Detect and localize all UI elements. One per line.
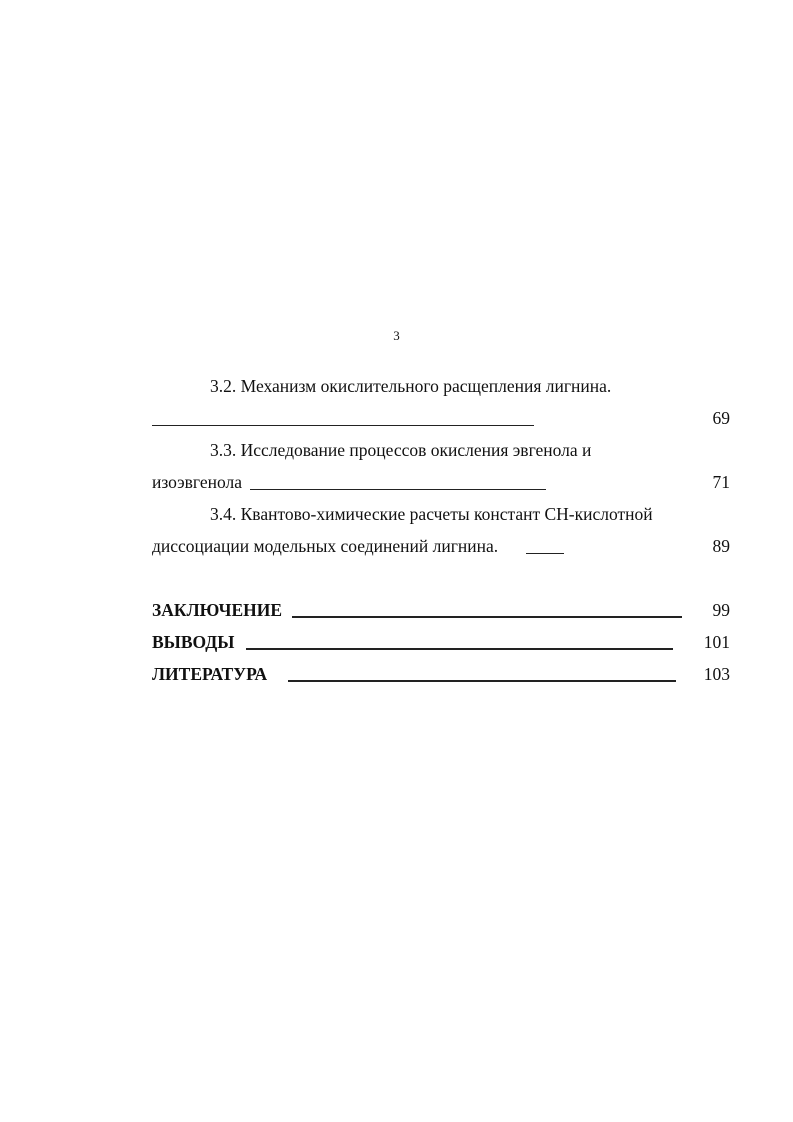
dot-leader bbox=[152, 425, 534, 426]
dot-leader bbox=[250, 489, 546, 490]
toc-entry-conclusion-title: ЗАКЛЮЧЕНИЕ bbox=[152, 600, 283, 620]
toc-entry-conclusion-page: 99 bbox=[712, 600, 730, 620]
page-number: 3 bbox=[393, 328, 400, 343]
dot-leader bbox=[292, 616, 682, 618]
toc-entry-3-4-page: 89 bbox=[712, 536, 730, 556]
toc-entry-3-3-line1 bbox=[152, 436, 788, 464]
dot-leader bbox=[246, 648, 673, 650]
toc-entry-3-2-line2 bbox=[152, 404, 730, 432]
toc-entry-3-4-line2 bbox=[152, 532, 730, 560]
toc-entry-3-3-title: 3.3. Исследование процессов окисления эвгенола и bbox=[210, 440, 592, 460]
dot-leader bbox=[288, 680, 676, 682]
toc-entry-3-2-line1 bbox=[152, 372, 788, 400]
dot-leader bbox=[526, 553, 564, 554]
toc-entry-3-4-line1 bbox=[152, 500, 788, 528]
toc-entry-3-2-page: 69 bbox=[712, 408, 730, 428]
toc-entry-3-4-title-cont: диссоциации модельных соединений лигнина. bbox=[152, 536, 499, 556]
toc-entry-findings-title: ВЫВОДЫ bbox=[152, 632, 235, 652]
toc-entry-3-2-title: 3.2. Механизм окислительного расщепления лигнина. bbox=[210, 376, 612, 396]
toc-entry-3-3-page: 71 bbox=[712, 472, 730, 492]
toc-entry-conclusion bbox=[152, 596, 730, 624]
toc-entry-findings-page: 101 bbox=[703, 632, 730, 652]
toc-entry-3-3-title-cont: изоэвгенола bbox=[152, 472, 243, 492]
toc-entry-3-4-title: 3.4. Квантово-химические расчеты констант СН-кислотной bbox=[210, 504, 653, 524]
toc-entry-literature-title: ЛИТЕРАТУРА bbox=[152, 664, 268, 684]
toc-entry-3-3-line2 bbox=[152, 468, 730, 496]
toc-entry-literature-page: 103 bbox=[703, 664, 730, 684]
toc-entry-findings bbox=[152, 628, 730, 656]
toc-entry-literature bbox=[152, 660, 730, 688]
